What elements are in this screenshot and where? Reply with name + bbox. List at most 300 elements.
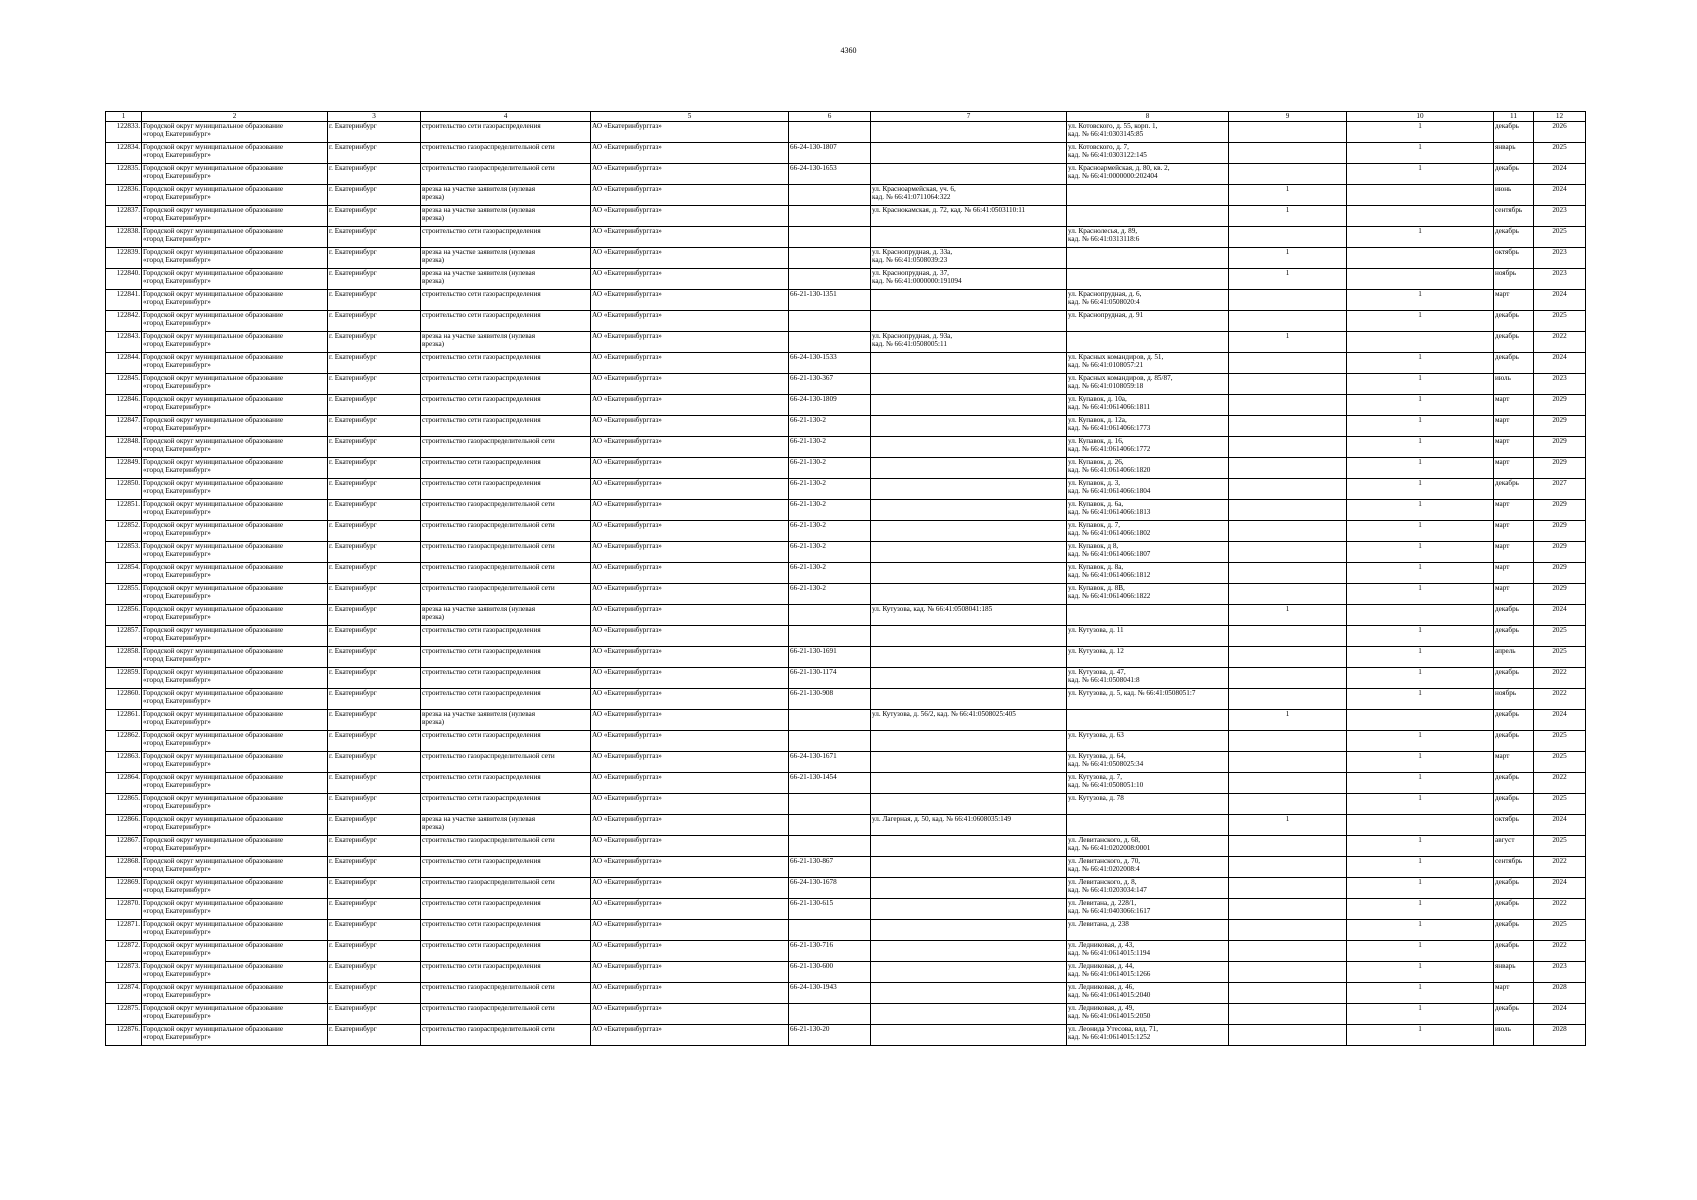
cell-month-line: сентябрь bbox=[1495, 857, 1523, 865]
cell-number bbox=[106, 206, 142, 227]
cell-work-type-line: строительство сети газораспределения bbox=[422, 794, 541, 802]
cell-number-line: 122860. bbox=[116, 689, 140, 697]
cell-year bbox=[1534, 542, 1586, 563]
cell-address-8 bbox=[1067, 353, 1229, 374]
cell-number bbox=[106, 248, 142, 269]
cell-municipality-line: «город Екатеринбург» bbox=[143, 550, 211, 559]
cell-address-8-line: кад. № 66:41:0614066:1812 bbox=[1068, 571, 1151, 580]
cell-month-line: март bbox=[1495, 500, 1510, 508]
cell-company bbox=[591, 227, 789, 248]
cell-month bbox=[1494, 647, 1534, 668]
column-header: 12 bbox=[1534, 112, 1586, 122]
cell-col-10-line: 1 bbox=[1418, 773, 1422, 781]
cell-city-line: г. Екатеринбург bbox=[329, 815, 377, 823]
cell-company bbox=[591, 542, 789, 563]
cell-company bbox=[591, 584, 789, 605]
cell-city bbox=[328, 416, 421, 437]
cell-address-8-line: кад. № 66:41:0614066:1773 bbox=[1068, 424, 1151, 433]
cell-col-10-line: 1 bbox=[1418, 458, 1422, 466]
cell-municipality bbox=[142, 794, 328, 815]
cell-permit bbox=[789, 710, 871, 731]
cell-number bbox=[106, 647, 142, 668]
cell-month-line: декабрь bbox=[1495, 626, 1519, 634]
cell-work-type-line: строительство сети газораспределения bbox=[422, 122, 541, 130]
cell-municipality-line: Городской округ муниципальное образование bbox=[143, 521, 284, 529]
cell-address-8-line: кад. № 66:41:0614015:2050 bbox=[1068, 1012, 1151, 1021]
cell-month-line: январь bbox=[1495, 962, 1516, 970]
cell-municipality-line: Городской округ муниципальное образование bbox=[143, 458, 284, 466]
cell-city-line: г. Екатеринбург bbox=[329, 311, 377, 319]
cell-address-8-line: кад. № 66:41:0000000:202404 bbox=[1068, 172, 1158, 181]
cell-col-10-line: 1 bbox=[1418, 689, 1422, 697]
cell-city-line: г. Екатеринбург bbox=[329, 941, 377, 949]
cell-address-8-line: кад. № 66:41:0614066:1820 bbox=[1068, 466, 1151, 475]
cell-work-type bbox=[421, 668, 591, 689]
cell-company bbox=[591, 920, 789, 941]
cell-address-7 bbox=[871, 584, 1067, 605]
cell-work-type-line: врезка) bbox=[422, 256, 445, 265]
cell-municipality-line: «город Екатеринбург» bbox=[143, 1012, 211, 1021]
cell-year-line: 2029 bbox=[1552, 542, 1567, 550]
cell-year bbox=[1534, 710, 1586, 731]
cell-address-7 bbox=[871, 500, 1067, 521]
cell-municipality bbox=[142, 269, 328, 290]
cell-number bbox=[106, 605, 142, 626]
cell-number bbox=[106, 962, 142, 983]
cell-col-10-line: 1 bbox=[1418, 920, 1422, 928]
cell-municipality-line: «город Екатеринбург» bbox=[143, 739, 211, 748]
cell-year-line: 2028 bbox=[1552, 1025, 1567, 1033]
cell-address-7 bbox=[871, 374, 1067, 395]
cell-work-type bbox=[421, 542, 591, 563]
cell-year bbox=[1534, 500, 1586, 521]
cell-city bbox=[328, 122, 421, 143]
cell-month bbox=[1494, 752, 1534, 773]
table-row bbox=[106, 920, 1586, 941]
cell-month-line: декабрь bbox=[1495, 164, 1519, 172]
table-row bbox=[106, 773, 1586, 794]
cell-company-line: АО «Екатеринбурггаз» bbox=[592, 584, 662, 592]
table-row bbox=[106, 395, 1586, 416]
cell-address-8-line: ул. Левитана, д. 228/1, bbox=[1068, 899, 1137, 907]
cell-municipality bbox=[142, 857, 328, 878]
column-header: 10 bbox=[1347, 112, 1494, 122]
cell-company-line: АО «Екатеринбурггаз» bbox=[592, 773, 662, 781]
cell-address-8-line: ул. Кутузова, д. 11 bbox=[1068, 626, 1124, 634]
cell-number-line: 122855. bbox=[116, 584, 140, 592]
cell-number-line: 122862. bbox=[116, 731, 140, 739]
cell-year-line: 2024 bbox=[1552, 815, 1567, 823]
cell-address-8 bbox=[1067, 857, 1229, 878]
cell-address-8-line: ул. Краснопрудная, д. 91 bbox=[1068, 311, 1144, 319]
cell-municipality-line: «город Екатеринбург» bbox=[143, 802, 211, 811]
cell-permit bbox=[789, 584, 871, 605]
cell-permit bbox=[789, 437, 871, 458]
cell-city-line: г. Екатеринбург bbox=[329, 395, 377, 403]
cell-col-10 bbox=[1347, 794, 1494, 815]
cell-col-10-line: 1 bbox=[1418, 794, 1422, 802]
cell-city bbox=[328, 185, 421, 206]
cell-municipality-line: «город Екатеринбург» bbox=[143, 949, 211, 958]
cell-address-7 bbox=[871, 248, 1067, 269]
cell-number-line: 122864. bbox=[116, 773, 140, 781]
cell-city-line: г. Екатеринбург bbox=[329, 899, 377, 907]
cell-month bbox=[1494, 416, 1534, 437]
cell-month-line: декабрь bbox=[1495, 773, 1519, 781]
cell-address-8 bbox=[1067, 689, 1229, 710]
cell-address-7 bbox=[871, 542, 1067, 563]
column-header: 1 bbox=[106, 112, 142, 122]
cell-col-9-line: 1 bbox=[1285, 710, 1290, 718]
cell-municipality bbox=[142, 290, 328, 311]
cell-permit-line: 66-21-130-2 bbox=[790, 458, 826, 466]
cell-col-10-line: 1 bbox=[1418, 836, 1422, 844]
cell-address-8-line: ул. Левитана, д. 238 bbox=[1068, 920, 1129, 928]
cell-city-line: г. Екатеринбург bbox=[329, 185, 377, 193]
cell-year bbox=[1534, 437, 1586, 458]
cell-address-8-line: ул. Ледниковая, д. 46, bbox=[1068, 983, 1135, 991]
cell-address-8-line: ул. Котовского, д. 7, bbox=[1068, 143, 1129, 151]
cell-address-8 bbox=[1067, 374, 1229, 395]
cell-work-type bbox=[421, 353, 591, 374]
cell-year-line: 2022 bbox=[1552, 332, 1567, 340]
cell-address-8 bbox=[1067, 836, 1229, 857]
table-row bbox=[106, 857, 1586, 878]
cell-address-7 bbox=[871, 353, 1067, 374]
cell-work-type bbox=[421, 1025, 591, 1046]
cell-number bbox=[106, 143, 142, 164]
cell-month-line: март bbox=[1495, 752, 1510, 760]
cell-year bbox=[1534, 269, 1586, 290]
cell-number bbox=[106, 458, 142, 479]
cell-month bbox=[1494, 794, 1534, 815]
cell-year bbox=[1534, 731, 1586, 752]
cell-city bbox=[328, 857, 421, 878]
cell-col-9 bbox=[1229, 206, 1347, 227]
cell-number bbox=[106, 227, 142, 248]
cell-work-type-line: строительство сети газораспределения bbox=[422, 416, 541, 424]
cell-work-type-line: строительство газораспределительной сети bbox=[422, 521, 555, 529]
cell-company-line: АО «Екатеринбурггаз» bbox=[592, 605, 662, 613]
cell-month bbox=[1494, 962, 1534, 983]
cell-company-line: АО «Екатеринбурггаз» bbox=[592, 269, 662, 277]
cell-municipality-line: Городской округ муниципальное образование bbox=[143, 668, 284, 676]
cell-number-line: 122837. bbox=[116, 206, 140, 214]
cell-month-line: август bbox=[1495, 836, 1515, 844]
cell-company-line: АО «Екатеринбурггаз» bbox=[592, 500, 662, 508]
cell-month-line: июль bbox=[1495, 1025, 1511, 1033]
cell-col-10 bbox=[1347, 668, 1494, 689]
cell-city bbox=[328, 941, 421, 962]
cell-company-line: АО «Екатеринбурггаз» bbox=[592, 668, 662, 676]
cell-city bbox=[328, 668, 421, 689]
cell-permit-line: 66-21-130-2 bbox=[790, 563, 826, 571]
cell-company bbox=[591, 857, 789, 878]
cell-address-7 bbox=[871, 332, 1067, 353]
cell-municipality bbox=[142, 248, 328, 269]
cell-permit-line: 66-21-130-615 bbox=[790, 899, 834, 907]
cell-address-7-line: ул. Краснокамская, д. 72, кад. № 66:41:0503110:11 bbox=[872, 206, 1026, 214]
cell-col-10 bbox=[1347, 857, 1494, 878]
cell-municipality bbox=[142, 647, 328, 668]
cell-address-8-line: кад. № 66:41:0614015:2040 bbox=[1068, 991, 1151, 1000]
cell-month bbox=[1494, 542, 1534, 563]
cell-year-line: 2023 bbox=[1552, 269, 1567, 277]
cell-company-line: АО «Екатеринбурггаз» bbox=[592, 710, 662, 718]
cell-work-type-line: врезка) bbox=[422, 823, 445, 832]
cell-city-line: г. Екатеринбург bbox=[329, 542, 377, 550]
cell-municipality-line: Городской округ муниципальное образование bbox=[143, 731, 284, 739]
cell-address-8-line: ул. Ледниковая, д. 49, bbox=[1068, 1004, 1135, 1012]
cell-company bbox=[591, 332, 789, 353]
cell-city-line: г. Екатеринбург bbox=[329, 752, 377, 760]
cell-address-8-line: ул. Купавок, д. 6а, bbox=[1068, 500, 1124, 508]
cell-col-10 bbox=[1347, 836, 1494, 857]
cell-work-type-line: врезка на участке заявителя (нулевая bbox=[422, 185, 536, 193]
cell-municipality-line: «город Екатеринбург» bbox=[143, 697, 211, 706]
cell-municipality-line: Городской округ муниципальное образование bbox=[143, 164, 284, 172]
cell-company bbox=[591, 563, 789, 584]
table-row bbox=[106, 752, 1586, 773]
cell-year-line: 2025 bbox=[1552, 731, 1567, 739]
cell-col-10-line: 1 bbox=[1418, 437, 1422, 445]
cell-col-10-line: 1 bbox=[1418, 752, 1422, 760]
cell-municipality-line: «город Екатеринбург» bbox=[143, 277, 211, 286]
cell-address-8-line: кад. № 66:41:0303145:85 bbox=[1068, 130, 1144, 139]
cell-month-line: декабрь bbox=[1495, 353, 1519, 361]
cell-month bbox=[1494, 1025, 1534, 1046]
cell-number-line: 122833. bbox=[116, 122, 140, 130]
cell-permit-line: 66-21-130-20 bbox=[790, 1025, 830, 1033]
cell-address-8-line: кад. № 66:41:0614066:1772 bbox=[1068, 445, 1151, 454]
table-row bbox=[106, 1025, 1586, 1046]
cell-number-line: 122851. bbox=[116, 500, 140, 508]
cell-company bbox=[591, 983, 789, 1004]
cell-address-7 bbox=[871, 647, 1067, 668]
cell-work-type-line: врезка на участке заявителя (нулевая bbox=[422, 710, 536, 718]
header-row bbox=[106, 112, 1586, 122]
cell-city bbox=[328, 920, 421, 941]
cell-address-8 bbox=[1067, 920, 1229, 941]
cell-municipality-line: Городской округ муниципальное образование bbox=[143, 836, 284, 844]
cell-address-8 bbox=[1067, 248, 1229, 269]
cell-company-line: АО «Екатеринбурггаз» bbox=[592, 248, 662, 256]
table-row bbox=[106, 122, 1586, 143]
cell-company-line: АО «Екатеринбурггаз» bbox=[592, 185, 662, 193]
cell-permit bbox=[789, 290, 871, 311]
cell-col-10 bbox=[1347, 332, 1494, 353]
cell-address-7 bbox=[871, 626, 1067, 647]
cell-col-9 bbox=[1229, 773, 1347, 794]
cell-col-9 bbox=[1229, 479, 1347, 500]
cell-municipality-line: Городской округ муниципальное образование bbox=[143, 290, 284, 298]
cell-permit bbox=[789, 206, 871, 227]
cell-city-line: г. Екатеринбург bbox=[329, 857, 377, 865]
cell-municipality bbox=[142, 836, 328, 857]
cell-month bbox=[1494, 227, 1534, 248]
cell-company bbox=[591, 1004, 789, 1025]
cell-number-line: 122863. bbox=[116, 752, 140, 760]
cell-permit bbox=[789, 962, 871, 983]
cell-municipality bbox=[142, 542, 328, 563]
cell-municipality-line: Городской округ муниципальное образование bbox=[143, 416, 284, 424]
cell-col-10 bbox=[1347, 1004, 1494, 1025]
cell-work-type bbox=[421, 983, 591, 1004]
cell-municipality-line: «город Екатеринбург» bbox=[143, 823, 211, 832]
cell-address-8-line: кад. № 66:41:0614066:1811 bbox=[1068, 403, 1151, 412]
cell-company-line: АО «Екатеринбурггаз» bbox=[592, 794, 662, 802]
cell-city bbox=[328, 374, 421, 395]
cell-address-7 bbox=[871, 1004, 1067, 1025]
cell-permit bbox=[789, 689, 871, 710]
cell-municipality bbox=[142, 185, 328, 206]
cell-city bbox=[328, 563, 421, 584]
cell-municipality bbox=[142, 899, 328, 920]
cell-permit bbox=[789, 122, 871, 143]
cell-city bbox=[328, 1004, 421, 1025]
cell-col-10-line: 1 bbox=[1418, 731, 1422, 739]
cell-col-10 bbox=[1347, 164, 1494, 185]
table-row bbox=[106, 479, 1586, 500]
cell-municipality-line: «город Екатеринбург» bbox=[143, 256, 211, 265]
cell-municipality bbox=[142, 815, 328, 836]
cell-municipality-line: «город Екатеринбург» bbox=[143, 1033, 211, 1042]
cell-number bbox=[106, 668, 142, 689]
cell-city-line: г. Екатеринбург bbox=[329, 479, 377, 487]
cell-address-7 bbox=[871, 563, 1067, 584]
cell-col-10-line: 1 bbox=[1418, 521, 1422, 529]
cell-company bbox=[591, 290, 789, 311]
cell-municipality bbox=[142, 689, 328, 710]
cell-city bbox=[328, 773, 421, 794]
cell-col-10 bbox=[1347, 899, 1494, 920]
cell-company-line: АО «Екатеринбурггаз» bbox=[592, 332, 662, 340]
table-row bbox=[106, 836, 1586, 857]
cell-company bbox=[591, 647, 789, 668]
cell-year-line: 2024 bbox=[1552, 164, 1567, 172]
cell-col-9 bbox=[1229, 584, 1347, 605]
cell-col-10 bbox=[1347, 500, 1494, 521]
cell-address-7 bbox=[871, 437, 1067, 458]
cell-company bbox=[591, 437, 789, 458]
cell-address-8 bbox=[1067, 731, 1229, 752]
cell-month bbox=[1494, 269, 1534, 290]
cell-work-type-line: строительство газораспределительной сети bbox=[422, 983, 555, 991]
cell-number-line: 122834. bbox=[116, 143, 140, 151]
cell-month-line: декабрь bbox=[1495, 710, 1519, 718]
cell-month-line: июнь bbox=[1495, 185, 1512, 193]
cell-number-line: 122861. bbox=[116, 710, 140, 718]
cell-municipality-line: «город Екатеринбург» bbox=[143, 340, 211, 349]
cell-col-9 bbox=[1229, 836, 1347, 857]
cell-year-line: 2029 bbox=[1552, 416, 1567, 424]
cell-address-7 bbox=[871, 458, 1067, 479]
cell-city bbox=[328, 710, 421, 731]
cell-number-line: 122874. bbox=[116, 983, 140, 991]
cell-work-type bbox=[421, 374, 591, 395]
cell-municipality-line: «город Екатеринбург» bbox=[143, 907, 211, 916]
cell-work-type bbox=[421, 164, 591, 185]
table-row bbox=[106, 584, 1586, 605]
cell-year-line: 2022 bbox=[1552, 689, 1567, 697]
cell-company bbox=[591, 122, 789, 143]
cell-municipality bbox=[142, 311, 328, 332]
cell-work-type bbox=[421, 332, 591, 353]
cell-work-type-line: строительство газораспределительной сети bbox=[422, 584, 555, 592]
cell-municipality bbox=[142, 962, 328, 983]
cell-month-line: июль bbox=[1495, 374, 1511, 382]
cell-col-10-line: 1 bbox=[1418, 122, 1422, 130]
cell-work-type bbox=[421, 479, 591, 500]
cell-company-line: АО «Екатеринбурггаз» bbox=[592, 395, 662, 403]
cell-year-line: 2024 bbox=[1552, 1004, 1567, 1012]
cell-year bbox=[1534, 521, 1586, 542]
cell-address-8 bbox=[1067, 1004, 1229, 1025]
cell-company-line: АО «Екатеринбурггаз» bbox=[592, 899, 662, 907]
cell-month bbox=[1494, 899, 1534, 920]
cell-col-10 bbox=[1347, 248, 1494, 269]
cell-city-line: г. Екатеринбург bbox=[329, 1025, 377, 1033]
cell-number bbox=[106, 500, 142, 521]
cell-city bbox=[328, 227, 421, 248]
cell-col-10 bbox=[1347, 605, 1494, 626]
cell-number-line: 122853. bbox=[116, 542, 140, 550]
cell-number-line: 122835. bbox=[116, 164, 140, 172]
cell-address-7 bbox=[871, 227, 1067, 248]
cell-col-9-line: 1 bbox=[1285, 605, 1290, 613]
cell-municipality-line: Городской округ муниципальное образование bbox=[143, 332, 284, 340]
cell-number bbox=[106, 584, 142, 605]
cell-company-line: АО «Екатеринбурггаз» bbox=[592, 122, 662, 130]
cell-permit bbox=[789, 458, 871, 479]
cell-number-line: 122844. bbox=[116, 353, 140, 361]
cell-municipality-line: Городской округ муниципальное образование bbox=[143, 206, 284, 214]
cell-address-7-line: кад. № 66:41:0000000:191094 bbox=[872, 277, 962, 286]
cell-work-type bbox=[421, 689, 591, 710]
table-row bbox=[106, 332, 1586, 353]
cell-col-10 bbox=[1347, 962, 1494, 983]
cell-month-line: март bbox=[1495, 416, 1510, 424]
cell-municipality bbox=[142, 206, 328, 227]
cell-year-line: 2029 bbox=[1552, 563, 1567, 571]
cell-municipality-line: «город Екатеринбург» bbox=[143, 193, 211, 202]
cell-col-9 bbox=[1229, 752, 1347, 773]
cell-company bbox=[591, 941, 789, 962]
cell-col-9 bbox=[1229, 353, 1347, 374]
cell-number bbox=[106, 521, 142, 542]
cell-address-8-line: ул. Купавок, д. 16, bbox=[1068, 437, 1124, 445]
cell-address-8 bbox=[1067, 521, 1229, 542]
cell-col-9 bbox=[1229, 416, 1347, 437]
cell-company-line: АО «Екатеринбурггаз» bbox=[592, 458, 662, 466]
cell-city-line: г. Екатеринбург bbox=[329, 983, 377, 991]
cell-address-8-line: ул. Кутузова, д. 7, bbox=[1068, 773, 1123, 781]
cell-address-8 bbox=[1067, 227, 1229, 248]
cell-work-type bbox=[421, 248, 591, 269]
cell-col-10-line: 1 bbox=[1418, 563, 1422, 571]
cell-year-line: 2025 bbox=[1552, 752, 1567, 760]
cell-number-line: 122873. bbox=[116, 962, 140, 970]
cell-address-8 bbox=[1067, 878, 1229, 899]
cell-company bbox=[591, 731, 789, 752]
cell-company-line: АО «Екатеринбурггаз» bbox=[592, 836, 662, 844]
cell-city-line: г. Екатеринбург bbox=[329, 290, 377, 298]
cell-col-10 bbox=[1347, 521, 1494, 542]
cell-number bbox=[106, 185, 142, 206]
cell-number bbox=[106, 983, 142, 1004]
cell-work-type-line: врезка на участке заявителя (нулевая bbox=[422, 269, 536, 277]
cell-address-7 bbox=[871, 311, 1067, 332]
